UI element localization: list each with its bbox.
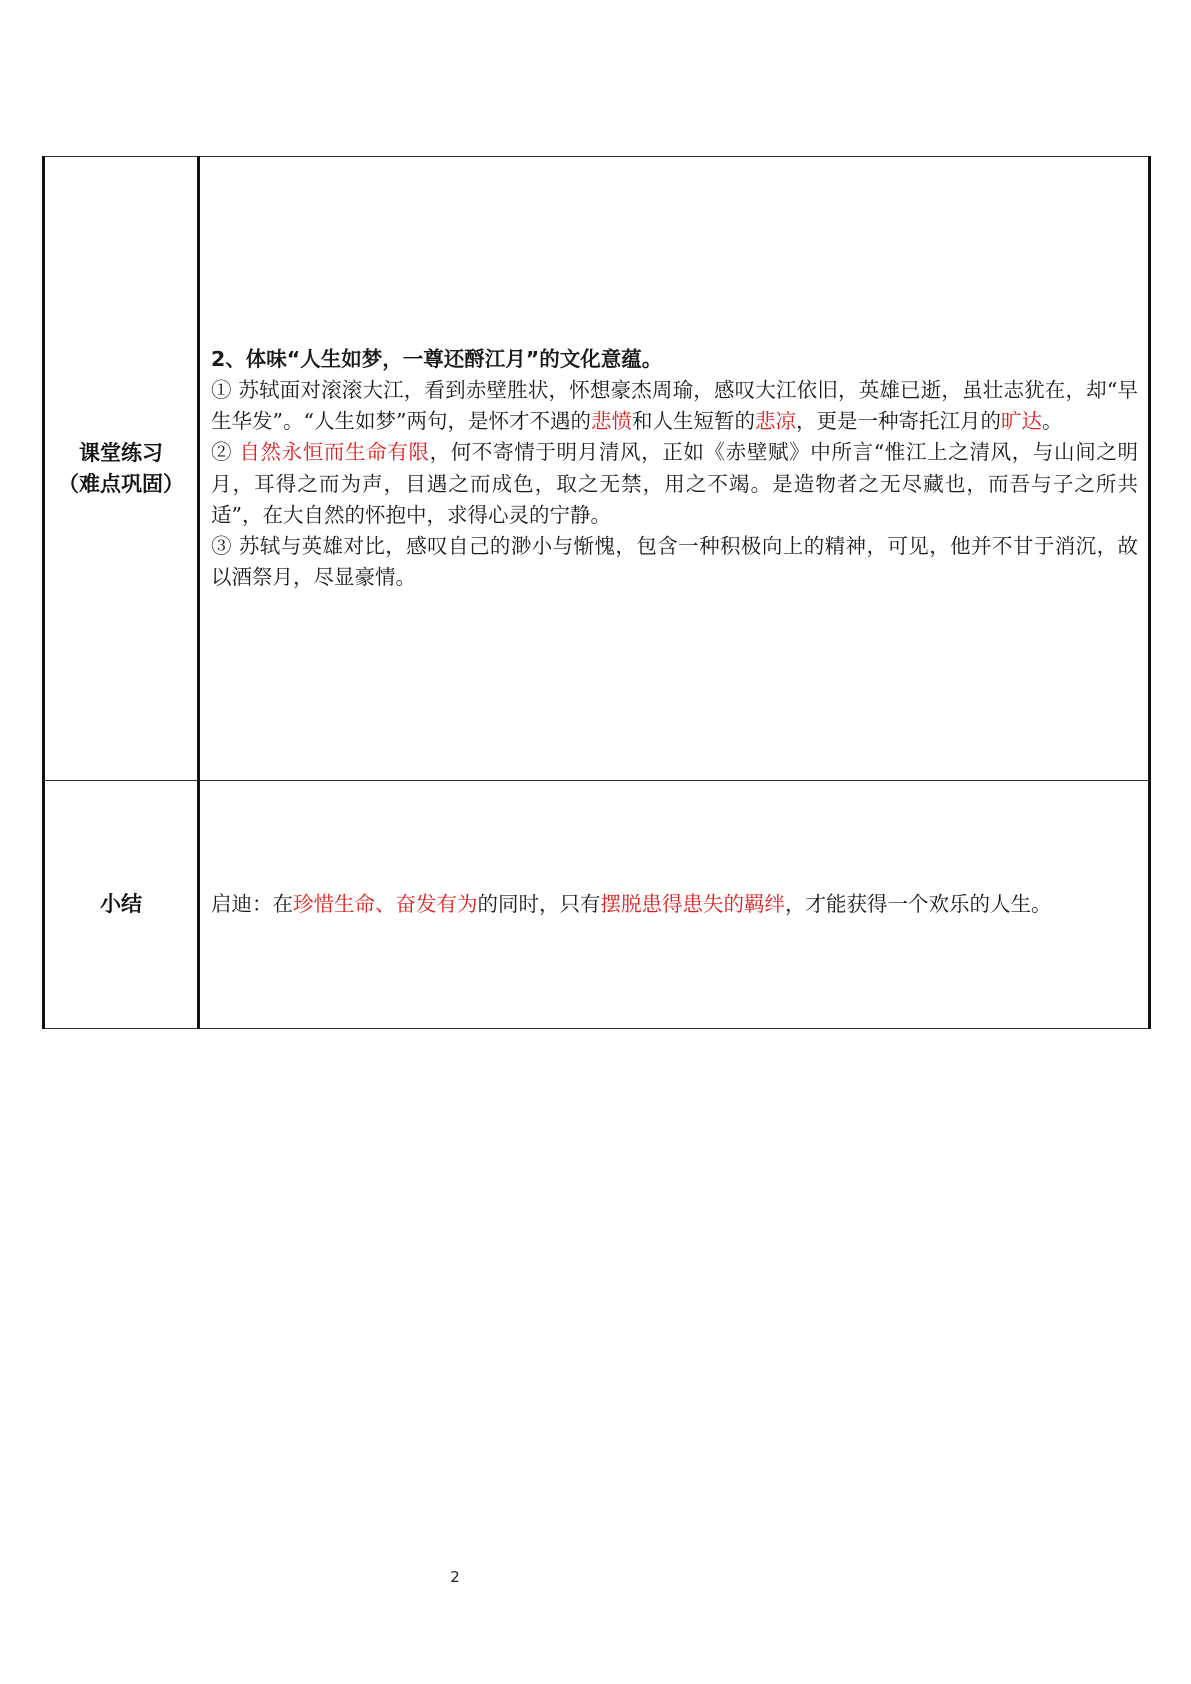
p2-highlight-ziran: 自然永恒而生命有限 [239,440,430,465]
exercise-label-line2: （难点巩固） [58,471,184,496]
p1-text-c: 和人生短暂的 [631,409,755,434]
exercise-paragraph-2 [211,437,1138,531]
p1-highlight-beiliang: 悲凉 [754,409,796,434]
summary-text-c: 的同时，只有 [477,892,601,916]
p1-text-a: ① 苏轼面对滚滚大江，看到赤壁胜状，怀想豪杰周瑜，感叹大江依旧，英雄已逝，虽壮志犹在，却“早生华发”。“人生如梦”两句，是怀才不遇的 [211,377,1138,434]
p1-text-g: 。 [1041,409,1063,434]
exercise-label-line1: 课堂练习 [79,440,163,465]
summary-label: 小结 [100,892,142,916]
exercise-content-cell [199,157,1150,781]
summary-content-cell [199,781,1150,1029]
exercise-paragraph-1 [211,375,1138,437]
summary-highlight-2: 摆脱患得患失的羁绊 [600,892,785,916]
exercise-paragraph-3: ③ 苏轼与英雄对比，感叹自己的渺小与惭愧，包含一种积极向上的精神，可见，他并不甘于消沉，故以酒祭月，尽显豪情。 [211,533,1138,590]
p2-text-a: ② [211,440,240,465]
exercise-body [211,344,1138,594]
p2-text-c: ，何不寄情于明月清风，正如《赤壁赋》中所言“惟江上之清风，与山间之明月，耳得之而为声，目遇之而成色，取之无禁，用之不竭。是造物者之无尽藏也，而吾与子之所共适”，在大自然的怀抱中，求得心灵的宁静。 [211,440,1138,527]
p1-text-e: ，更是一种寄托江月的 [795,409,1001,434]
lesson-table [42,156,1151,1029]
p1-highlight-kuangda: 旷达 [1000,409,1042,434]
summary-body [211,889,1138,920]
page-number: 2 [450,1568,460,1586]
summary-highlight-1: 珍惜生命、奋发有为 [293,892,478,916]
summary-text-a: 启迪：在 [211,892,293,916]
summary-text-e: ，才能获得一个欢乐的人生。 [785,892,1052,916]
exercise-row [44,157,1150,781]
summary-row [44,781,1150,1029]
summary-label-cell [44,781,199,1029]
p1-highlight-beifen: 悲愤 [590,409,632,434]
exercise-label-cell [44,157,199,781]
exercise-title: 2、体味“人生如梦，一尊还酹江月”的文化意蕴。 [211,346,663,371]
